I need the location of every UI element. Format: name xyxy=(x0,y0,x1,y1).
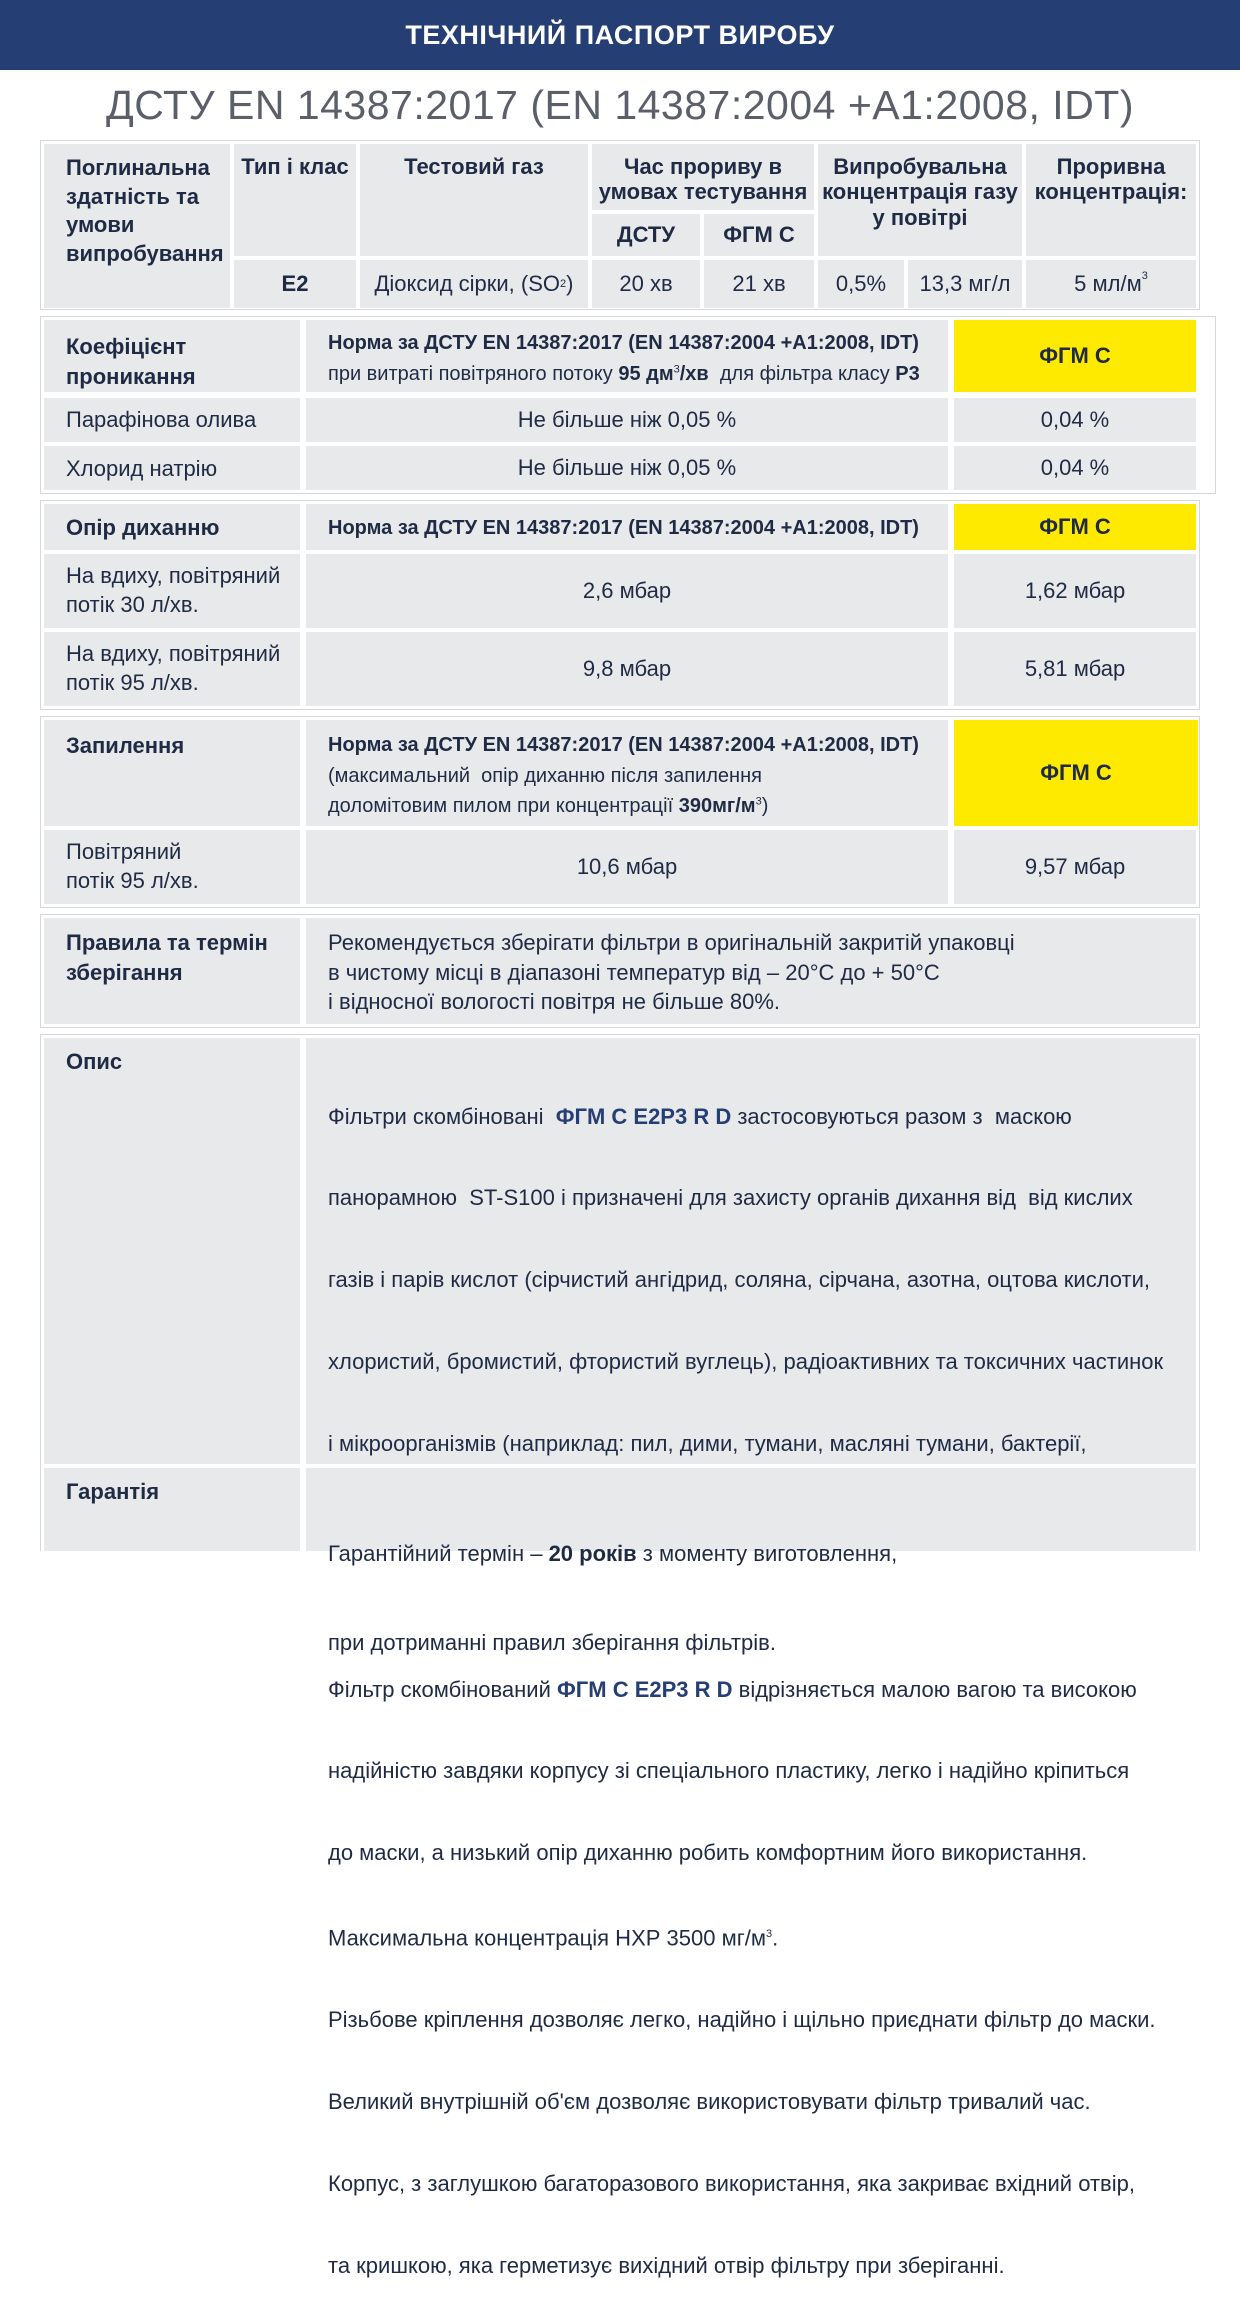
description-max-conc-sup: 3 xyxy=(765,1928,773,1941)
description-p1-rest: застосовуються разом з маскою xyxy=(731,1103,1072,1129)
clogging-row-label-line2: потік 95 л/хв. xyxy=(66,867,199,893)
description-p2-line6: Великий внутрішній об'єм дозволяє використовувати фільтр тривалий час. xyxy=(328,2089,1091,2115)
storage-title-line1: Правила та термін xyxy=(66,930,268,955)
clogging-norm-line3 xyxy=(328,791,768,821)
resistance-row-1-value: 1,62 мбар xyxy=(954,554,1196,628)
warranty-term-value: 20 років xyxy=(548,1541,637,1567)
clogging-row-norm: 10,6 мбар xyxy=(306,830,948,904)
resistance-row-2-label-line1: На вдиху, повітряний xyxy=(66,641,281,666)
gas-subscript: 2 xyxy=(560,278,567,290)
storage-line-1: Рекомендується зберігати фільтри в оригінальній закритій упаковці xyxy=(328,930,1015,955)
breakthrough-value xyxy=(1026,260,1196,308)
storage-text xyxy=(328,928,1015,1017)
resistance-norm: Норма за ДСТУ EN 14387:2017 (EN 14387:2004 +A1:2008, IDT) xyxy=(328,517,919,539)
resistance-row-1-label xyxy=(66,562,280,619)
warranty-line-2: при дотриманні правил зберігання фільтрів. xyxy=(328,1630,776,1656)
warranty-term-text: Гарантійний термін – xyxy=(328,1541,549,1567)
penetration-row-1-value: 0,04 % xyxy=(954,398,1196,442)
storage-title xyxy=(66,928,268,987)
warranty-title: Гарантія xyxy=(66,1479,160,1504)
clogging-norm-line1: Норма за ДСТУ EN 14387:2017 (EN 14387:2004 +A1:2008, IDT) xyxy=(328,734,919,756)
penetration-row-1-norm: Не більше ніж 0,05 % xyxy=(306,398,948,442)
clogging-conc-sup: 3 xyxy=(755,795,762,808)
clogging-norm-line2: (максимальний опір диханню після запилення xyxy=(328,765,762,787)
resistance-row-2-label-line2: потік 95 л/хв. xyxy=(66,669,199,695)
test-conc-mgl: 13,3 мг/л xyxy=(908,260,1022,308)
description-p2-line7: Корпус, з заглушкою багаторазового використання, яка закриває вхідний отвір, xyxy=(328,2171,1135,2197)
time-dstu-header: ДСТУ xyxy=(592,214,700,256)
resistance-row-2-norm: 9,8 мбар xyxy=(306,632,948,706)
penetration-row-1-label: Парафінова олива xyxy=(66,407,257,432)
gas-value xyxy=(360,260,588,308)
type-value: E2 xyxy=(234,260,356,308)
time-fgm-value: 21 хв xyxy=(704,260,814,308)
breakthrough-sup: 3 xyxy=(1141,270,1148,282)
warranty-term-rest: з моменту виготовлення, xyxy=(636,1541,898,1567)
description-p1-line4: хлористий, бромистий, фтористий вуглець), радіоактивних та токсичних частинок xyxy=(328,1349,1164,1375)
penetration-class-text: для фільтра класу xyxy=(708,363,896,385)
penetration-title: Коефіцієнт проникання xyxy=(66,334,196,389)
penetration-norm-line2 xyxy=(328,359,920,389)
penetration-row-2-norm: Не більше ніж 0,05 % xyxy=(306,446,948,490)
storage-line-2: в чистому місці в діапазоні температур від – 20°С до + 50°С xyxy=(328,959,940,985)
breakthrough-value-text: 5 мл/м xyxy=(1074,271,1142,296)
description-p1-line1 xyxy=(328,1103,1163,1130)
description-p2-rest: відрізняється малою вагою та високою xyxy=(732,1676,1137,1702)
gas-header-label: Тестовий газ xyxy=(404,154,544,179)
warranty-line-1 xyxy=(328,1539,897,1569)
test-conc-header-label: Випробувальна концентрація газу у повітрі xyxy=(822,154,1018,230)
description-max-conc: Максимальна концентрація НХР 3500 мг/м xyxy=(328,1925,766,1951)
time-dstu-value: 20 хв xyxy=(592,260,700,308)
storage-title-line2: зберігання xyxy=(66,959,183,985)
resistance-title: Опір диханню xyxy=(66,515,220,540)
time-header-label: Час прориву в умовах тестування xyxy=(598,154,808,205)
description-p2-intro: Фільтр скомбінований xyxy=(328,1676,557,1702)
resistance-row-1-label-line1: На вдиху, повітряний xyxy=(66,563,281,588)
description-p2-line4 xyxy=(328,1921,1163,1952)
penetration-flow-sup: 3 xyxy=(673,363,680,376)
absorption-header-label: Поглинальна здатність та умови випробування xyxy=(66,155,224,266)
test-conc-percent: 0,5% xyxy=(818,260,904,308)
penetration-flow-value: 95 дм xyxy=(618,363,674,385)
resistance-row-2-value: 5,81 мбар xyxy=(954,632,1196,706)
description-title: Опис xyxy=(66,1049,123,1074)
warranty-text xyxy=(328,1480,897,1688)
type-header-label: Тип і клас xyxy=(241,154,349,179)
penetration-row-2-label: Хлорид натрію xyxy=(66,456,218,481)
description-p1-intro: Фільтри скомбіновані xyxy=(328,1103,556,1129)
time-fgm-header: ФГМ С xyxy=(704,214,814,256)
penetration-flow-unit: /хв xyxy=(679,363,709,385)
description-p2-line8: та кришкою, яка герметизує вихідний отвір фільтру при зберіганні. xyxy=(328,2253,1005,2279)
storage-line-3: і відносної вологості повітря не більше 80%. xyxy=(328,989,781,1015)
page-header xyxy=(0,0,1240,70)
description-p1-line5: і мікроорганізмів (наприклад: пил, дими, тумани, масляні тумани, бактерії, xyxy=(328,1431,1087,1457)
description-p2-line3: до маски, а низький опір диханню робить комфортним його використання. xyxy=(328,1840,1088,1866)
penetration-flow-text: при витраті повітряного потоку xyxy=(328,363,619,385)
clogging-row-value: 9,57 мбар xyxy=(954,830,1196,904)
description-title-cell xyxy=(44,1038,300,1464)
page-title: ТЕХНІЧНИЙ ПАСПОРТ ВИРОБУ xyxy=(405,19,835,50)
penetration-row-2-value: 0,04 % xyxy=(954,446,1196,490)
clogging-title: Запилення xyxy=(66,733,185,758)
description-p2-line2: надійністю завдяки корпусу зі спеціального пластику, легко і надійно кріпиться xyxy=(328,1758,1130,1784)
description-max-conc-end: . xyxy=(772,1925,779,1951)
clogging-conc-close: ) xyxy=(761,795,769,817)
clogging-row-label xyxy=(66,838,199,895)
penetration-product-header: ФГМ С xyxy=(954,320,1196,392)
description-p1-product: ФГМ С Е2Р3 R D xyxy=(555,1103,732,1129)
clogging-product-header: ФГМ С xyxy=(954,720,1198,826)
breakthrough-header-label: Проривна концентрація: xyxy=(1034,154,1188,205)
description-p2-line5: Різьбове кріплення дозволяє легко, надійно і щільно приєднати фільтр до маски. xyxy=(328,2007,1156,2033)
resistance-row-2-label xyxy=(66,640,280,697)
clogging-conc-text: доломітовим пилом при концентрації xyxy=(328,795,679,817)
resistance-row-1-label-line2: потік 30 л/хв. xyxy=(66,591,199,617)
description-p1-line3: газів і парів кислот (сірчистий ангідрид, соляна, сірчана, азотна, оцтова кислоти, xyxy=(328,1267,1151,1293)
standard-subtitle: ДСТУ EN 14387:2017 (EN 14387:2004 +A1:2008, IDT) xyxy=(105,82,1135,128)
penetration-class-value: Р3 xyxy=(895,363,920,385)
clogging-row-label-line1: Повітряний xyxy=(66,839,182,864)
description-p1-line2: панорамною ST-S100 і призначені для захисту органів дихання від від кислих xyxy=(328,1185,1133,1211)
clogging-conc-value: 390мг/м xyxy=(678,795,756,817)
gas-value-text: Діоксид сірки, (SO xyxy=(374,271,561,296)
resistance-row-1-norm: 2,6 мбар xyxy=(306,554,948,628)
gas-value-close: ) xyxy=(566,271,574,296)
resistance-product-header: ФГМ С xyxy=(954,504,1196,550)
penetration-norm-line1: Норма за ДСТУ EN 14387:2017 (EN 14387:2004 +A1:2008, IDT) xyxy=(328,332,919,354)
description-p2-product: ФГМ С Е2Р3 R D xyxy=(557,1676,733,1702)
